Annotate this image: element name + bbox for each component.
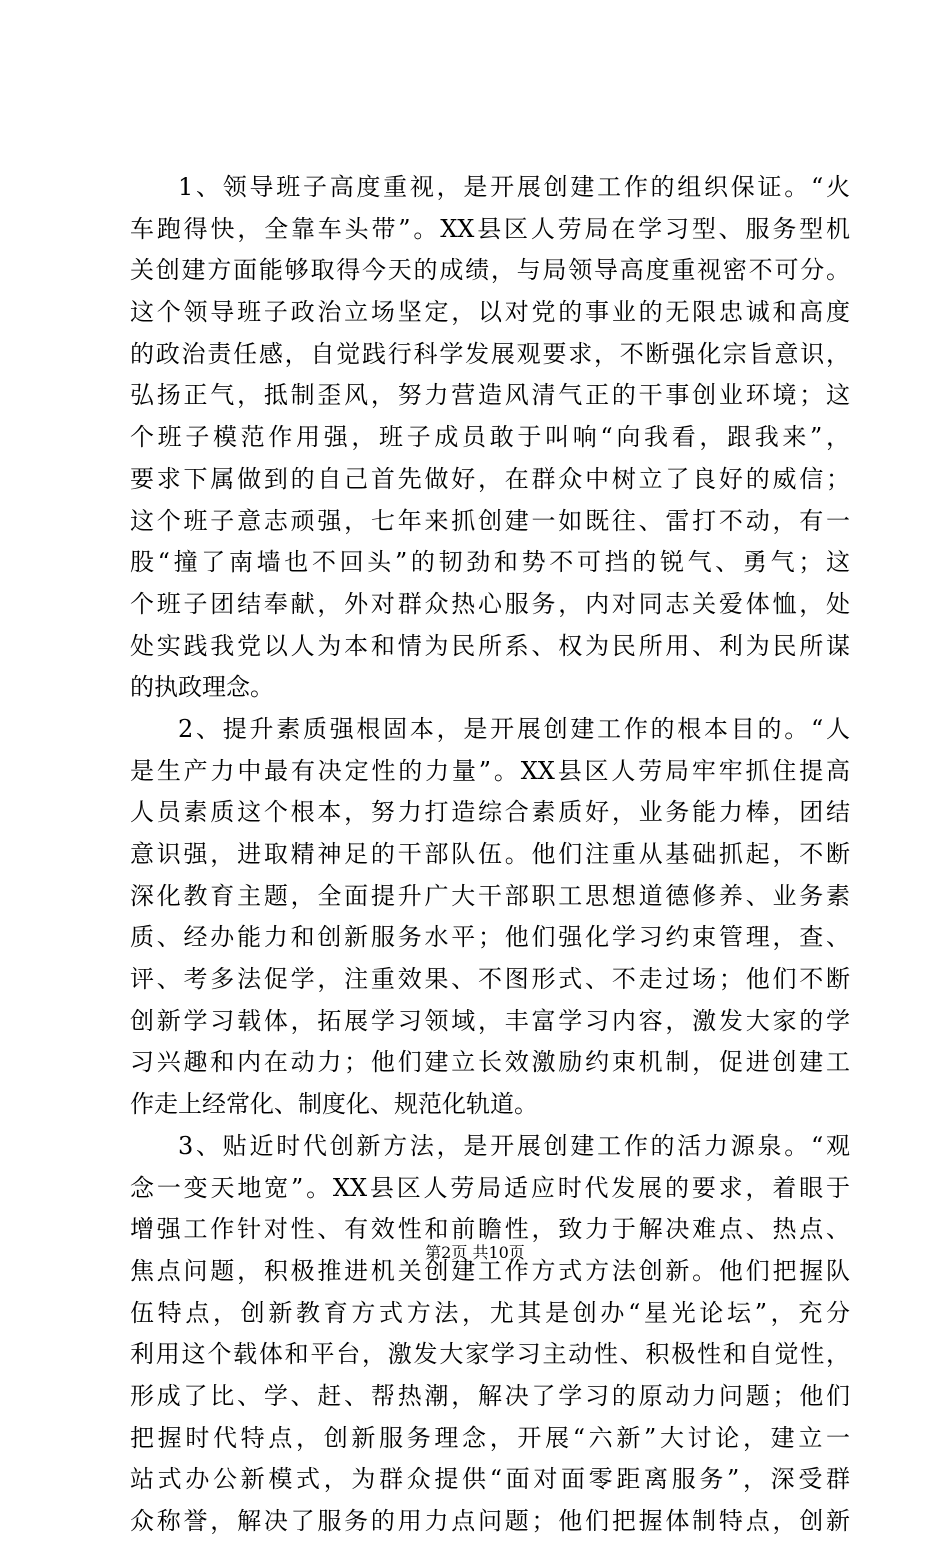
- paragraph-3: [130, 1126, 850, 1543]
- text-line: 要求下属做到的自己首先做好，在群众中树立了良好的威信；: [130, 464, 850, 493]
- document-body: [130, 167, 850, 1543]
- text-line: 的政治责任感，自觉践行科学发展观要求，不断强化宗旨意识，: [130, 339, 850, 368]
- text-line: 个班子团结奉献，外对群众热心服务，内对同志关爱体恤，处: [130, 589, 850, 618]
- text-line: 弘扬正气，抵制歪风，努力营造风清气正的干事创业环境；这: [130, 381, 850, 410]
- text-line: 深化教育主题，全面提升广大干部职工思想道德修养、业务素: [130, 881, 850, 910]
- paragraph-2: [130, 709, 850, 1126]
- text-line: 增强工作针对性、有效性和前瞻性，致力于解决难点、热点、: [130, 1215, 850, 1244]
- text-line: 股“撞了南墙也不回头”的韧劲和势不可挡的锐气、勇气；这: [130, 548, 850, 577]
- text-line: 个班子模范作用强，班子成员敢于叫响“向我看，跟我来”，: [130, 423, 850, 452]
- text-line: 评、考多法促学，注重效果、不图形式、不走过场；他们不断: [130, 965, 850, 994]
- text-line: 站式办公新模式，为群众提供“面对面零距离服务”，深受群: [130, 1465, 850, 1494]
- text-line: 焦点问题，积极推进机关创建工作方式方法创新。他们把握队: [130, 1256, 850, 1285]
- text-line: 是生产力中最有决定性的力量”。XX县区人劳局牢牢抓住提高: [130, 756, 850, 785]
- text-line: 车跑得快，全靠车头带”。XX县区人劳局在学习型、服务型机: [130, 214, 850, 243]
- text-line: 这个领导班子政治立场坚定，以对党的事业的无限忠诚和高度: [130, 298, 850, 327]
- text-line: 创新学习载体，拓展学习领域，丰富学习内容，激发大家的学: [130, 1006, 850, 1035]
- text-line: 人员素质这个根本，努力打造综合素质好，业务能力棒，团结: [130, 798, 850, 827]
- text-line: 利用这个载体和平台，激发大家学习主动性、积极性和自觉性，: [130, 1340, 850, 1369]
- page-number-footer: 第2页 共10页: [425, 1243, 525, 1262]
- paragraph-1: [130, 167, 850, 709]
- text-line: 关创建方面能够取得今天的成绩，与局领导高度重视密不可分。: [130, 256, 850, 285]
- text-line: 的执政理念。: [130, 673, 274, 702]
- text-line: 意识强，进取精神足的干部队伍。他们注重从基础抓起，不断: [130, 840, 850, 868]
- text-line: 念一变天地宽”。XX县区人劳局适应时代发展的要求，着眼于: [130, 1173, 850, 1202]
- text-line: 2、提升素质强根固本，是开展创建工作的根本目的。“人: [178, 714, 850, 743]
- text-line: 习兴趣和内在动力；他们建立长效激励约束机制，促进创建工: [130, 1048, 850, 1077]
- text-line: 3、贴近时代创新方法，是开展创建工作的活力源泉。“观: [178, 1131, 850, 1160]
- text-line: 形成了比、学、赶、帮热潮，解决了学习的原动力问题；他们: [130, 1381, 850, 1410]
- text-line: 众称誉，解决了服务的用力点问题；他们把握体制特点，创新: [130, 1507, 850, 1535]
- text-line: 把握时代特点，创新服务理念，开展“六新”大讨论，建立一: [130, 1423, 850, 1452]
- text-line: 处实践我党以人为本和情为民所系、权为民所用、利为民所谋: [130, 631, 850, 660]
- text-line: 伍特点，创新教育方式方法，尤其是创办“星光论坛”，充分: [130, 1298, 850, 1327]
- text-line: 作走上经常化、制度化、规范化轨道。: [130, 1090, 538, 1119]
- text-line: 这个班子意志顽强，七年来抓创建一如既往、雷打不动，有一: [130, 506, 850, 535]
- text-line: 质、经办能力和创新服务水平；他们强化学习约束管理，查、: [130, 923, 850, 952]
- text-line: 1、领导班子高度重视，是开展创建工作的组织保证。“火: [178, 173, 850, 201]
